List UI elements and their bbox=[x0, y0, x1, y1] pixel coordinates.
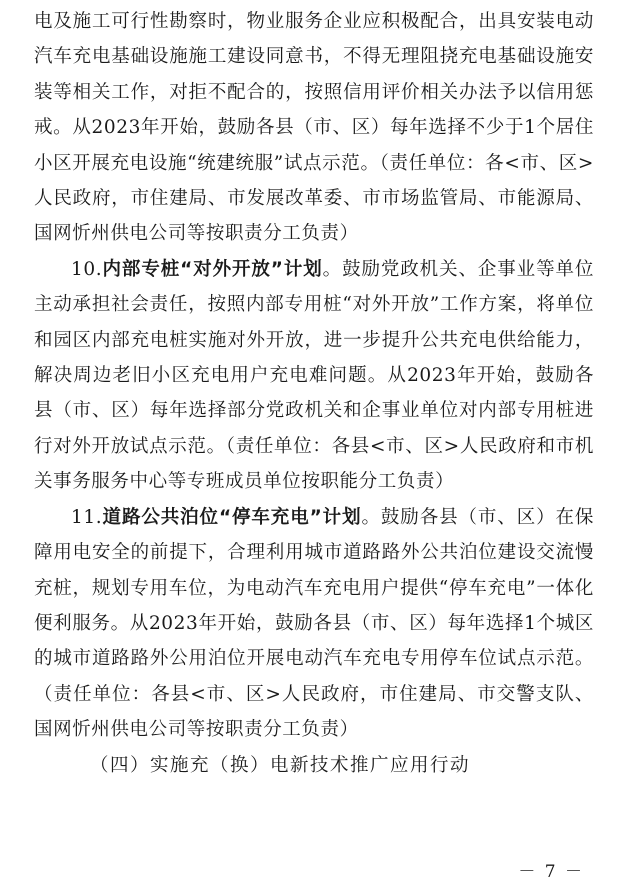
item-heading: 道路公共泊位“停车充电”计划 bbox=[102, 506, 362, 528]
document-page bbox=[34, 4, 594, 783]
paragraph-residential-charging bbox=[34, 4, 594, 252]
item-number: 11. bbox=[71, 506, 103, 528]
paragraph-text: 。鼓励各县（市、区）在保障用电安全的前提下，合理利用城市道路路外公共泊位建设交流慢充桩，规划专用车位，为电动汽车充电用户提供“停车充电”一体化便利服务。从2023年开始，鼓励各县（市、区）每年选择1个城区的城市道路路外公用泊位开展电动汽车充电专用停车位试点示范。（责任单位：各县<市、区>人民政府，市住建局、市交警支队、国网忻州供电公司等按职责分工负责） bbox=[34, 506, 595, 741]
paragraph-text: 电及施工可行性勘察时，物业服务企业应积极配合，出具安装电动汽车充电基础设施施工建设同意书，不得无理阻挠充电基础设施安装等相关工作，对拒不配合的，按照信用评价相关办法予以信用惩戒。从2023年开始，鼓励各县（市、区）每年选择不少于1个居住小区开展充电设施“统建统服”试点示范。（责任单位：各<市、区>人民政府，市住建局、市发展改革委、市市场监管局、市能源局、国网忻州供电公司等按职责分工负责） bbox=[34, 11, 594, 245]
item-heading: 内部专桩“对外开放”计划 bbox=[102, 258, 323, 280]
paragraph-text: 。鼓励党政机关、企事业等单位主动承担社会责任，按照内部专用桩“对外开放”工作方案，将单位和园区内部充电桩实施对外开放，进一步提升公共充电供给能力，解决周边老旧小区充电用户充电难问题。从2023年开始，鼓励各县（市、区）每年选择部分党政机关和企事业单位对内部专用桩进行对外开放试点示范。（责任单位：各县<市、区>人民政府和市机关事务服务中心等专班成员单位按职能分工负责） bbox=[34, 258, 594, 493]
section-heading bbox=[34, 748, 594, 783]
item-number: 10. bbox=[71, 258, 103, 280]
page-number: － 7 － bbox=[518, 862, 584, 882]
section-heading-text: （四）实施充（换）电新技术推广应用行动 bbox=[90, 754, 471, 776]
paragraph-internal-piles-open bbox=[34, 252, 594, 500]
paragraph-road-parking-charging bbox=[34, 500, 594, 748]
